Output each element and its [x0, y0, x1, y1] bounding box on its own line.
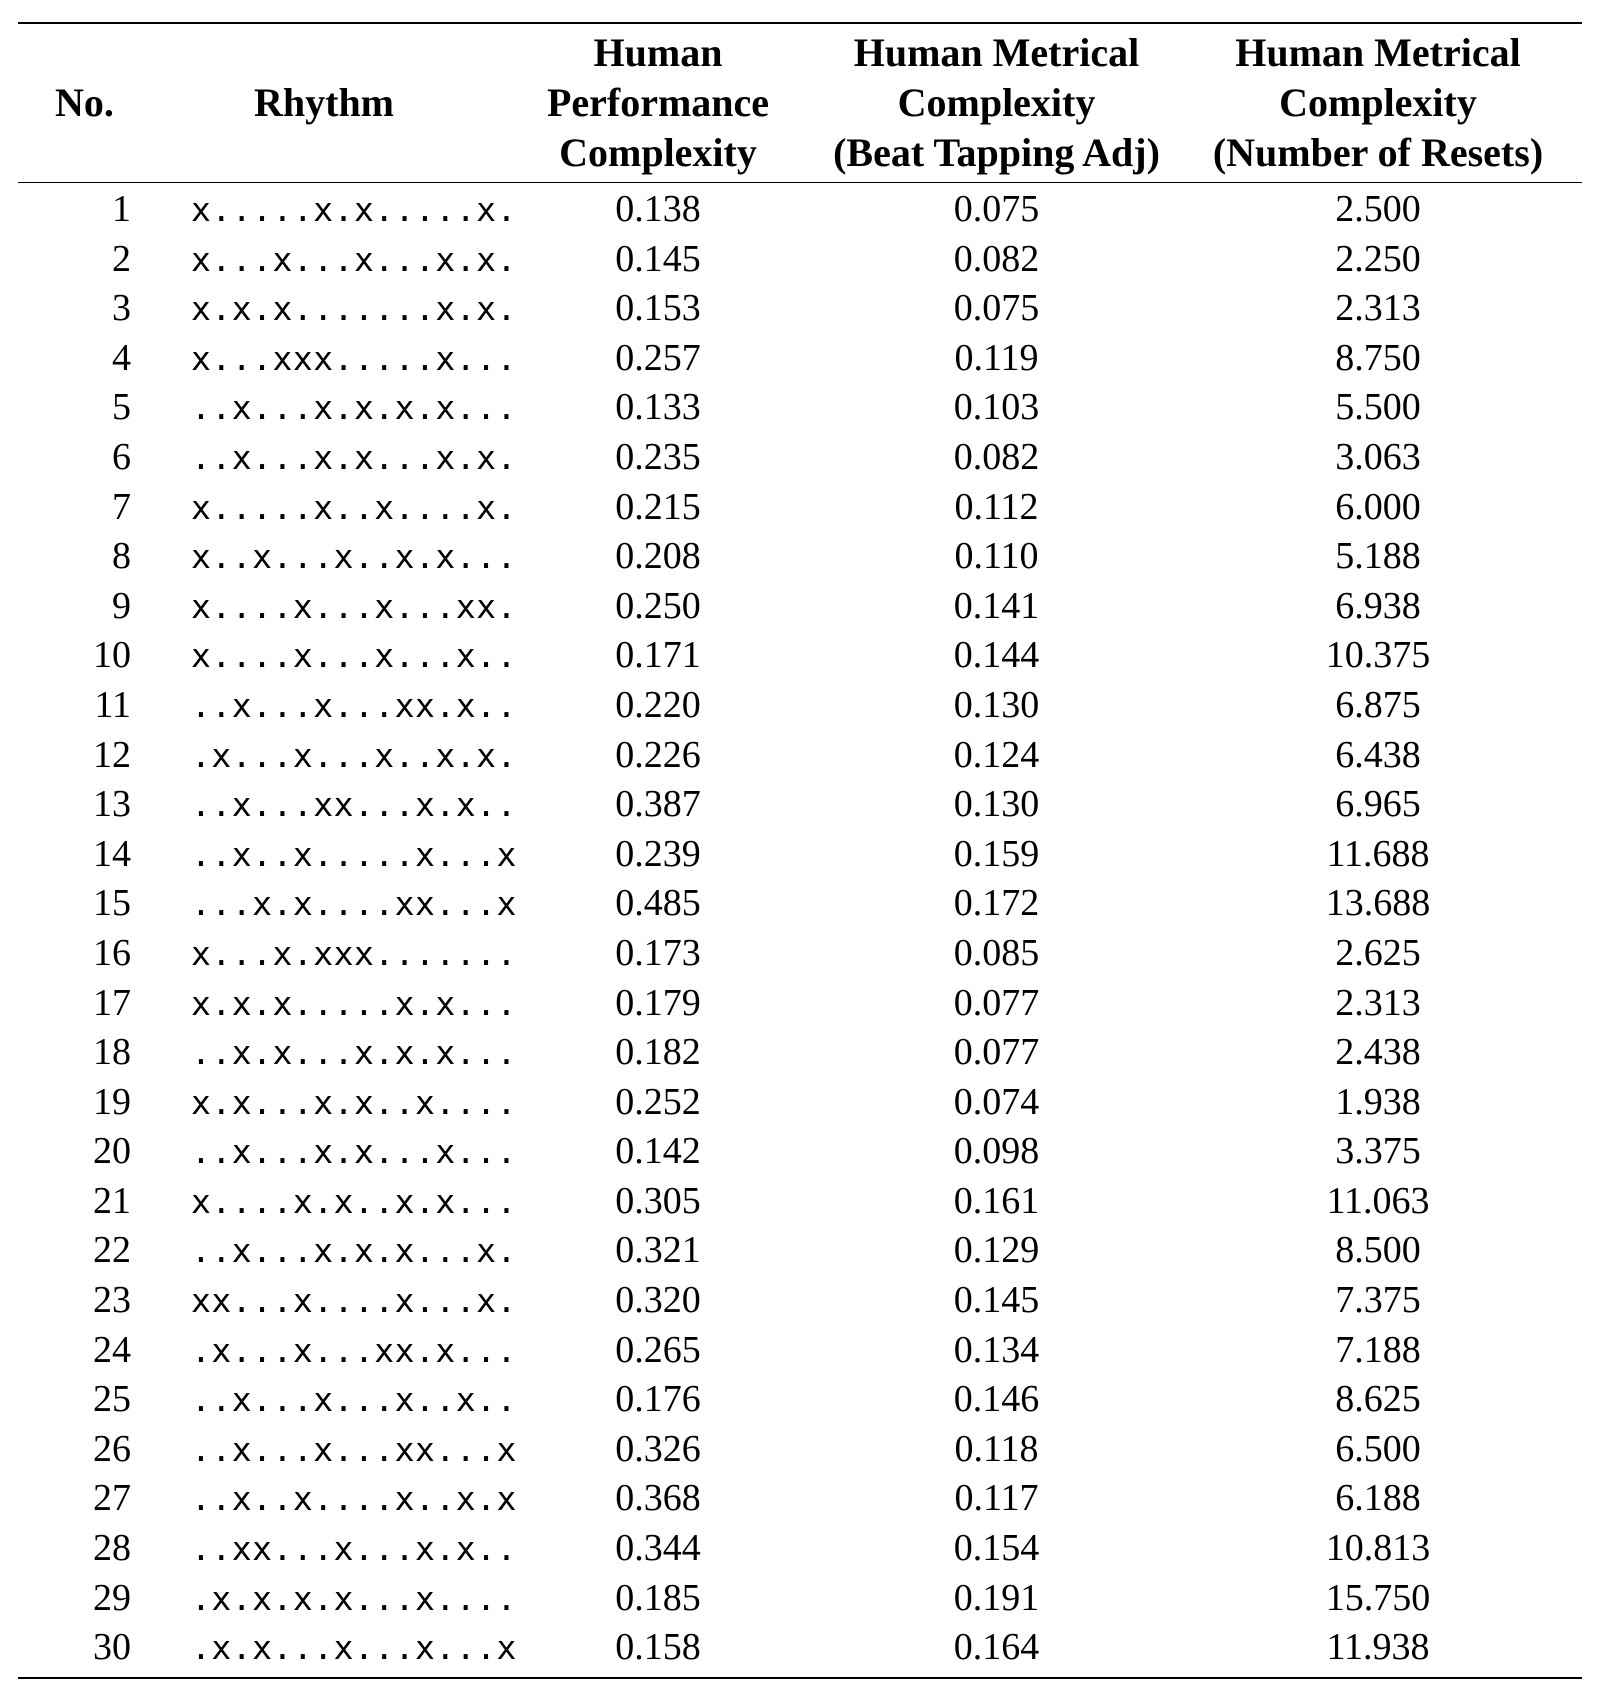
cell-beat-tapping-complexity: 0.117 [954, 1477, 1039, 1520]
header-line: Performance [546, 80, 770, 125]
table-row [18, 1326, 1582, 1376]
cell-resets-complexity: 2.500 [1335, 188, 1421, 230]
cell-performance-complexity: 0.265 [615, 1328, 701, 1371]
cell-no: 14 [93, 832, 131, 875]
table-row [18, 582, 1582, 632]
table-row [18, 1623, 1582, 1678]
cell-beat-tapping-complexity: 0.130 [953, 683, 1040, 726]
cell-performance-complexity: 0.138 [615, 188, 701, 230]
table-row [18, 483, 1582, 533]
cell-no: 6 [112, 435, 131, 478]
cell-rhythm: ..x...x...xx...x [191, 1429, 517, 1469]
cell-resets-complexity: 13.688 [1325, 882, 1431, 925]
table-row [18, 830, 1582, 880]
cell-beat-tapping-complexity: 0.074 [953, 1080, 1040, 1123]
table-row [18, 383, 1582, 433]
cell-performance-complexity: 0.158 [615, 1626, 701, 1669]
header-line: Complexity [1279, 80, 1477, 125]
cell-no: 13 [93, 783, 131, 826]
cell-performance-complexity: 0.176 [615, 1378, 701, 1421]
cell-rhythm: x.x.x.....x.x... [191, 983, 517, 1023]
cell-no: 22 [93, 1229, 131, 1272]
cell-performance-complexity: 0.153 [615, 287, 701, 330]
cell-performance-complexity: 0.257 [615, 336, 701, 379]
cell-no: 24 [93, 1328, 131, 1371]
cell-beat-tapping-complexity: 0.144 [953, 634, 1040, 677]
cell-no: 10 [93, 634, 131, 677]
cell-performance-complexity: 0.182 [615, 1031, 701, 1074]
cell-performance-complexity: 0.142 [615, 1130, 701, 1173]
table-row [18, 1226, 1582, 1276]
table-row [18, 532, 1582, 582]
cell-no: 3 [112, 287, 131, 330]
cell-performance-complexity: 0.252 [615, 1080, 701, 1123]
cell-no: 11 [94, 683, 131, 726]
cell-rhythm: x...x.xxx....... [191, 933, 517, 973]
table-row [18, 1524, 1582, 1574]
cell-no: 21 [93, 1179, 131, 1222]
cell-performance-complexity: 0.387 [615, 783, 701, 826]
cell-beat-tapping-complexity: 0.124 [953, 733, 1040, 776]
rhythm-complexity-table [18, 22, 1582, 1679]
cell-resets-complexity: 15.750 [1325, 1576, 1431, 1619]
cell-rhythm: ..x...x.x...x.x. [191, 437, 517, 477]
cell-performance-complexity: 0.305 [615, 1179, 701, 1222]
cell-resets-complexity: 11.063 [1326, 1179, 1430, 1222]
cell-no: 9 [112, 584, 131, 627]
cell-rhythm: .x.x.x.x...x.... [191, 1578, 517, 1618]
cell-no: 26 [93, 1427, 131, 1470]
header-line: Complexity [559, 130, 757, 175]
cell-resets-complexity: 10.375 [1325, 634, 1431, 677]
table-row [18, 1078, 1582, 1128]
cell-rhythm: x.....x.x.....x. [191, 190, 517, 229]
cell-performance-complexity: 0.321 [615, 1229, 701, 1272]
table-row [18, 1425, 1582, 1475]
table-row [18, 1474, 1582, 1524]
cell-resets-complexity: 11.688 [1326, 832, 1430, 875]
cell-no: 29 [93, 1576, 131, 1619]
cell-beat-tapping-complexity: 0.082 [953, 237, 1040, 280]
cell-rhythm: ..xx...x...x.x.. [191, 1529, 517, 1569]
header-performance-complexity [497, 23, 819, 183]
table-row [18, 1574, 1582, 1624]
cell-rhythm: ..x...x.x.x.x... [191, 388, 517, 428]
cell-rhythm: .x.x...x...x...x [191, 1628, 517, 1668]
cell-beat-tapping-complexity: 0.118 [954, 1427, 1039, 1470]
cell-resets-complexity: 2.313 [1335, 287, 1421, 330]
header-line: Complexity [897, 80, 1096, 125]
cell-resets-complexity: 2.625 [1335, 931, 1421, 974]
cell-resets-complexity: 1.938 [1335, 1080, 1421, 1123]
cell-no: 28 [93, 1527, 131, 1570]
cell-performance-complexity: 0.320 [615, 1279, 701, 1322]
cell-no: 1 [112, 188, 131, 230]
cell-rhythm: x...x...x...x.x. [191, 239, 517, 279]
cell-resets-complexity: 6.000 [1335, 485, 1421, 528]
table-row [18, 979, 1582, 1029]
cell-performance-complexity: 0.239 [615, 832, 701, 875]
cell-no: 4 [112, 336, 131, 379]
cell-rhythm: x....x...x...xx. [191, 586, 517, 626]
header-resets-complexity [1174, 23, 1582, 183]
table-row [18, 1177, 1582, 1227]
cell-resets-complexity: 6.500 [1335, 1427, 1421, 1470]
cell-beat-tapping-complexity: 0.191 [953, 1576, 1040, 1619]
cell-rhythm: ..x...x.x.x...x. [191, 1231, 517, 1271]
cell-no: 12 [93, 733, 131, 776]
cell-beat-tapping-complexity: 0.112 [954, 485, 1039, 528]
cell-no: 30 [93, 1626, 131, 1669]
cell-resets-complexity: 6.938 [1335, 584, 1421, 627]
cell-rhythm: .x...x...xx.x... [191, 1330, 517, 1370]
cell-resets-complexity: 6.188 [1335, 1477, 1421, 1520]
table-row [18, 334, 1582, 384]
cell-performance-complexity: 0.145 [615, 237, 701, 280]
cell-rhythm: x..x...x..x.x... [191, 537, 517, 577]
cell-performance-complexity: 0.133 [615, 386, 701, 429]
cell-beat-tapping-complexity: 0.159 [953, 832, 1040, 875]
cell-beat-tapping-complexity: 0.098 [953, 1130, 1040, 1173]
table-row [18, 183, 1582, 235]
cell-beat-tapping-complexity: 0.077 [953, 981, 1040, 1024]
cell-resets-complexity: 7.188 [1335, 1328, 1421, 1371]
cell-performance-complexity: 0.171 [615, 634, 701, 677]
cell-beat-tapping-complexity: 0.075 [953, 287, 1040, 330]
cell-resets-complexity: 6.875 [1335, 683, 1421, 726]
cell-performance-complexity: 0.179 [615, 981, 701, 1024]
cell-no: 16 [93, 931, 131, 974]
cell-rhythm: .x...x...x..x.x. [191, 735, 517, 775]
table-row [18, 780, 1582, 830]
cell-resets-complexity: 5.188 [1335, 535, 1421, 578]
table-body [18, 183, 1582, 1678]
cell-beat-tapping-complexity: 0.075 [953, 188, 1040, 230]
cell-beat-tapping-complexity: 0.164 [953, 1626, 1040, 1669]
cell-no: 17 [93, 981, 131, 1024]
cell-rhythm: ..x...x...x..x.. [191, 1380, 517, 1420]
cell-beat-tapping-complexity: 0.172 [953, 882, 1040, 925]
cell-rhythm: x.x...x.x..x.... [191, 1082, 517, 1122]
cell-no: 7 [112, 485, 131, 528]
cell-resets-complexity: 2.313 [1335, 981, 1421, 1024]
cell-no: 27 [93, 1477, 131, 1520]
table-row [18, 1028, 1582, 1078]
header-line: (Number of Resets) [1212, 130, 1544, 175]
cell-rhythm: ..x.x...x.x.x... [191, 1033, 517, 1073]
cell-no: 20 [93, 1130, 131, 1173]
header-beat-tapping-complexity [819, 23, 1174, 183]
cell-beat-tapping-complexity: 0.129 [953, 1229, 1040, 1272]
cell-resets-complexity: 8.625 [1335, 1378, 1421, 1421]
cell-resets-complexity: 6.965 [1335, 783, 1421, 826]
cell-resets-complexity: 2.438 [1335, 1031, 1421, 1074]
cell-no: 19 [93, 1080, 131, 1123]
cell-resets-complexity: 8.750 [1335, 336, 1421, 379]
cell-rhythm: ..x...xx...x.x.. [191, 785, 517, 825]
cell-performance-complexity: 0.235 [615, 435, 701, 478]
cell-beat-tapping-complexity: 0.141 [953, 584, 1040, 627]
cell-performance-complexity: 0.215 [615, 485, 701, 528]
cell-resets-complexity: 5.500 [1335, 386, 1421, 429]
cell-no: 8 [112, 535, 131, 578]
header-rhythm [151, 23, 497, 183]
cell-beat-tapping-complexity: 0.110 [954, 535, 1039, 578]
cell-rhythm: x...xxx.....x... [191, 338, 517, 378]
table-row [18, 929, 1582, 979]
header-line: Rhythm [253, 80, 395, 125]
cell-performance-complexity: 0.220 [615, 683, 701, 726]
cell-resets-complexity: 3.375 [1335, 1130, 1421, 1173]
cell-beat-tapping-complexity: 0.103 [953, 386, 1040, 429]
cell-resets-complexity: 3.063 [1335, 435, 1421, 478]
cell-performance-complexity: 0.226 [615, 733, 701, 776]
table-row [18, 879, 1582, 929]
rhythm-complexity-table-container [18, 22, 1582, 1679]
cell-no: 25 [93, 1378, 131, 1421]
table-row [18, 433, 1582, 483]
table-row [18, 235, 1582, 285]
header-row [18, 23, 1582, 183]
cell-resets-complexity: 11.938 [1326, 1626, 1430, 1669]
table-row [18, 284, 1582, 334]
header-line: No. [55, 80, 114, 125]
cell-rhythm: x....x...x...x.. [191, 636, 517, 676]
cell-beat-tapping-complexity: 0.145 [953, 1279, 1040, 1322]
cell-rhythm: ..x...x...xx.x.. [191, 685, 517, 725]
header-line: Human Metrical [853, 30, 1140, 75]
cell-performance-complexity: 0.344 [615, 1527, 701, 1570]
header-no [18, 23, 151, 183]
cell-resets-complexity: 2.250 [1335, 237, 1421, 280]
table-row [18, 681, 1582, 731]
cell-beat-tapping-complexity: 0.146 [953, 1378, 1040, 1421]
table-row [18, 1375, 1582, 1425]
cell-rhythm: x.x.x.......x.x. [191, 289, 517, 329]
header-line: (Beat Tapping Adj) [833, 130, 1160, 175]
cell-resets-complexity: 6.438 [1335, 733, 1421, 776]
cell-rhythm: ..x..x....x..x.x [191, 1479, 517, 1519]
cell-beat-tapping-complexity: 0.077 [953, 1031, 1040, 1074]
cell-beat-tapping-complexity: 0.134 [953, 1328, 1040, 1371]
cell-rhythm: x.....x..x....x. [191, 487, 517, 527]
cell-no: 5 [112, 386, 131, 429]
cell-no: 15 [93, 882, 131, 925]
cell-no: 23 [93, 1279, 131, 1322]
cell-beat-tapping-complexity: 0.082 [953, 435, 1040, 478]
cell-performance-complexity: 0.208 [615, 535, 701, 578]
cell-beat-tapping-complexity: 0.130 [953, 783, 1040, 826]
cell-rhythm: ...x.x....xx...x [191, 884, 517, 924]
header-line: Human Metrical [1235, 30, 1521, 75]
cell-no: 18 [93, 1031, 131, 1074]
cell-resets-complexity: 7.375 [1335, 1279, 1421, 1322]
cell-performance-complexity: 0.485 [615, 882, 701, 925]
cell-performance-complexity: 0.173 [615, 931, 701, 974]
cell-rhythm: ..x...x.x...x... [191, 1132, 517, 1172]
cell-rhythm: xx...x....x...x. [191, 1281, 517, 1321]
table-row [18, 1276, 1582, 1326]
cell-beat-tapping-complexity: 0.085 [953, 931, 1040, 974]
table-header [18, 23, 1582, 183]
cell-performance-complexity: 0.326 [615, 1427, 701, 1470]
table-row [18, 731, 1582, 781]
cell-beat-tapping-complexity: 0.119 [954, 336, 1039, 379]
cell-resets-complexity: 10.813 [1325, 1527, 1431, 1570]
cell-no: 2 [112, 237, 131, 280]
cell-performance-complexity: 0.185 [615, 1576, 701, 1619]
header-line: Human [593, 30, 723, 75]
cell-beat-tapping-complexity: 0.161 [953, 1179, 1040, 1222]
cell-performance-complexity: 0.368 [615, 1477, 701, 1520]
cell-rhythm: x....x.x..x.x... [191, 1181, 517, 1221]
table-row [18, 631, 1582, 681]
cell-performance-complexity: 0.250 [615, 584, 701, 627]
cell-beat-tapping-complexity: 0.154 [953, 1527, 1040, 1570]
cell-rhythm: ..x..x.....x...x [191, 834, 517, 874]
cell-resets-complexity: 8.500 [1335, 1229, 1421, 1272]
table-row [18, 1127, 1582, 1177]
